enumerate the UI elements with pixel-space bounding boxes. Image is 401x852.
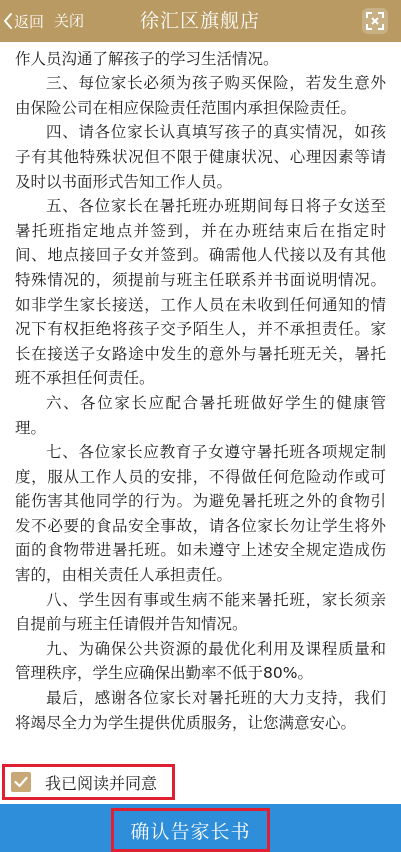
scan-icon xyxy=(366,12,384,30)
back-button[interactable] xyxy=(2,10,44,32)
chevron-left-icon xyxy=(2,12,14,30)
page-title: 徐汇区旗舰店 xyxy=(139,10,260,32)
agree-label: 我已阅读并同意 xyxy=(45,773,158,793)
confirm-button[interactable] xyxy=(111,808,270,852)
agreement-text xyxy=(0,42,401,735)
agreement-paragraph: 最后，感谢各位家长对暑托班的大力支持，我们将竭尽全力为学生提供优质服务，让您满意安心。 xyxy=(15,689,386,732)
agreement-paragraph: 九、为确保公共资源的最优化利用及课程质量和管理秩序，学生应确保出勤率不低于80%。 xyxy=(15,639,386,683)
top-navigation-bar xyxy=(0,0,401,42)
agreement-paragraph: 作人员沟通了解孩子的学习生活情况。 xyxy=(15,49,279,68)
back-label: 返回 xyxy=(14,12,45,31)
agreement-paragraph: 六、各位家长应配合暑托班做好学生的健康管理。 xyxy=(15,393,386,437)
checkmark-icon xyxy=(14,776,28,788)
agreement-content[interactable] xyxy=(0,42,401,764)
agreement-paragraph: 七、各位家长应教育子女遵守暑托班各项规定制度，服从工作人员的安排，不得做任何危险动作或可能伤害其他同学的行为。为避免暑托班之外的食物引发不必要的食品安全事故，请各位家长勿让学生将外面的食物带进暑托班。如未遵守上述安全规定造成伤害的，由相关责任人承担责任。 xyxy=(15,443,386,585)
agreement-paragraph: 五、各位家长在暑托班办班期间每日将子女送至暑托班指定地点并签到，并在办班结束后在指定时间、地点接回子女并签到。确需他人代接以及有其他特殊情况的，须提前与班主任联系并书面说明情况。如非学生家长接送，工作人员在未收到任何通知的情况下有权拒绝将孩子交予陌生人，并不承担责任。家长在接送子女路途中发生的意外与暑托班无关，暑托班不承担任何责任。 xyxy=(15,197,386,388)
agreement-paragraph: 四、请各位家长认真填写孩子的真实情况，如孩子有其他特殊状况但不限于健康状况、心理因素等请及时以书面形式告知工作人员。 xyxy=(15,123,386,191)
scan-button[interactable] xyxy=(362,8,388,34)
agree-checkbox[interactable] xyxy=(11,772,31,792)
agreement-paragraph: 三、每位家长必须为孩子购买保险，若发生意外由保险公司在相应保险责任范围内承担保险责任。 xyxy=(15,74,386,117)
agree-checkbox-row[interactable] xyxy=(2,764,175,800)
agreement-paragraph: 八、学生因有事或生病不能来暑托班，家长须亲自提前与班主任请假并告知情况。 xyxy=(15,590,386,634)
close-button[interactable]: 关闭 xyxy=(54,12,85,30)
confirm-label: 确认告家长书 xyxy=(130,820,251,843)
